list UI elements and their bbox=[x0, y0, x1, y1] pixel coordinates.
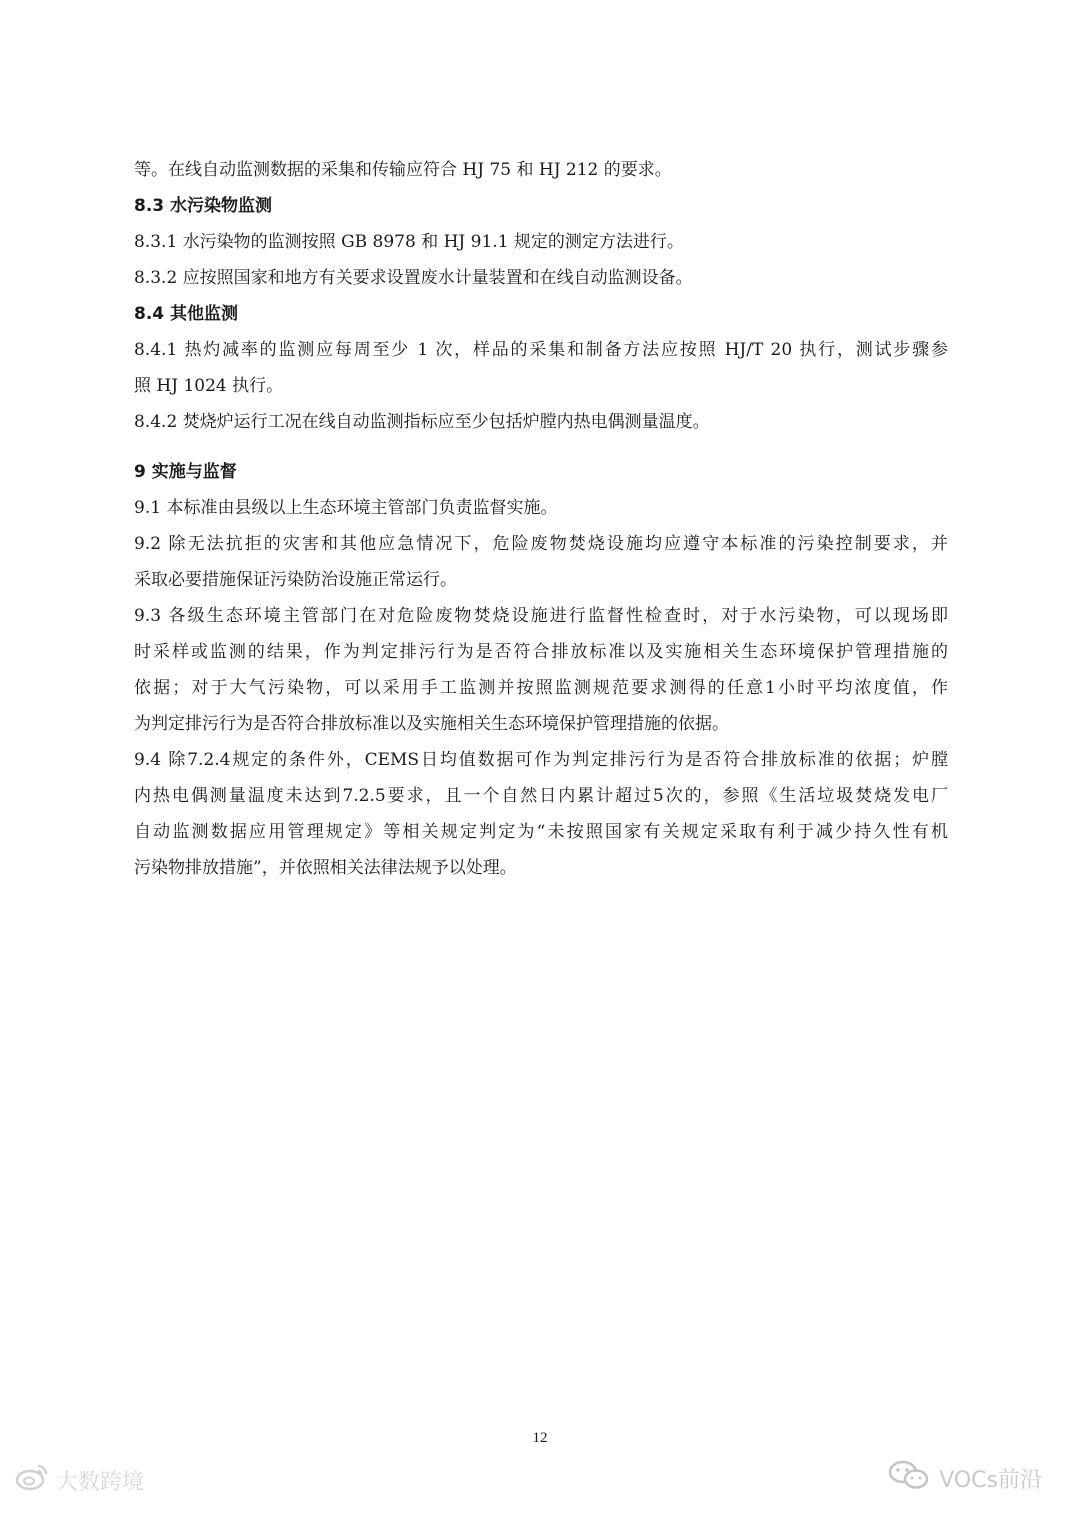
clause-9-3-line-3: 依据；对于大气污染物，可以采用手工监测并按照监测规范要求测得的任意1小时平均浓度值，作 bbox=[134, 678, 948, 698]
clause-9-3-line-4: 为判定排污行为是否符合排放标准以及实施相关生态环境保护管理措施的依据。 bbox=[134, 714, 729, 734]
intro-line: 等。在线自动监测数据的采集和传输应符合 HJ 75 和 HJ 212 的要求。 bbox=[134, 160, 672, 180]
section-8-3-heading: 8.3 水污染物监测 bbox=[134, 196, 273, 216]
clause-9-4-line-4: 污染物排放措施”，并依照相关法律法规予以处理。 bbox=[134, 858, 517, 878]
watermark-right bbox=[887, 1458, 1042, 1498]
clause-9-3 bbox=[134, 598, 948, 742]
clause-9-4-line-1: 9.4 除7.2.4规定的条件外，CEMS日均值数据可作为判定排污行为是否符合排放标准的依据；炉膛 bbox=[134, 750, 948, 770]
page-number: 12 bbox=[532, 1430, 548, 1446]
clause-8-4-2: 8.4.2 焚烧炉运行工况在线自动监测指标应至少包括炉膛内热电偶测量温度。 bbox=[134, 412, 710, 432]
document-body bbox=[134, 152, 948, 886]
clause-9-4-line-2: 内热电偶测量温度未达到7.2.5要求，且一个自然日内累计超过5次的，参照《生活垃圾焚烧发电厂 bbox=[134, 786, 948, 806]
watermark-right-text: VOCs前沿 bbox=[939, 1467, 1042, 1493]
clause-9-4 bbox=[134, 742, 948, 886]
clause-8-4-1-line-2: 照 HJ 1024 执行。 bbox=[134, 376, 284, 396]
clause-8-4-1-line-1: 8.4.1 热灼减率的监测应每周至少 1 次，样品的采集和制备方法应按照 HJ/T 20 执行，测试步骤参 bbox=[134, 340, 948, 360]
clause-8-3-2: 8.3.2 应按照国家和地方有关要求设置废水计量装置和在线自动监测设备。 bbox=[134, 268, 693, 288]
clause-9-2-line-2: 采取必要措施保证污染防治设施正常运行。 bbox=[134, 570, 457, 590]
section-9-heading: 9 实施与监督 bbox=[134, 462, 237, 482]
clause-9-4-line-3: 自动监测数据应用管理规定》等相关规定判定为“未按照国家有关规定采取有利于减少持久性有机 bbox=[134, 822, 948, 842]
clause-9-3-line-1: 9.3 各级生态环境主管部门在对危险废物焚烧设施进行监督性检查时，对于水污染物，可以现场即 bbox=[134, 606, 948, 626]
clause-8-4-1 bbox=[134, 332, 948, 404]
clause-8-3-1: 8.3.1 水污染物的监测按照 GB 8978 和 HJ 91.1 规定的测定方法进行。 bbox=[134, 232, 684, 252]
section-8-4-heading: 8.4 其他监测 bbox=[134, 304, 239, 324]
clause-9-3-line-2: 时采样或监测的结果，作为判定排污行为是否符合排放标准以及实施相关生态环境保护管理措施的 bbox=[134, 642, 948, 662]
clause-9-2 bbox=[134, 526, 948, 598]
weibo-logo-icon bbox=[14, 1462, 50, 1498]
clause-9-2-line-1: 9.2 除无法抗拒的灾害和其他应急情况下，危险废物焚烧设施均应遵守本标准的污染控制要求，并 bbox=[134, 534, 948, 554]
clause-9-1: 9.1 本标准由县级以上生态环境主管部门负责监督实施。 bbox=[134, 498, 558, 518]
watermark-left bbox=[14, 1462, 144, 1498]
watermark-left-text: 大数跨境 bbox=[56, 1469, 145, 1495]
wechat-logo-icon bbox=[887, 1458, 931, 1498]
